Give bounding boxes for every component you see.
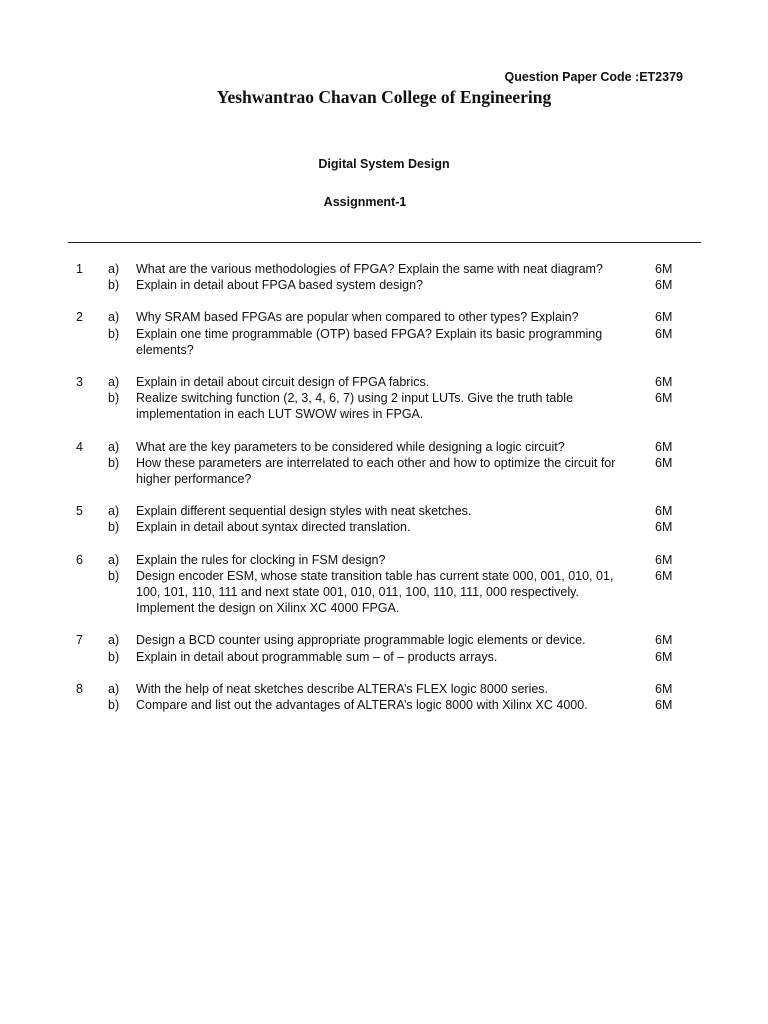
part-text: Explain different sequential design styles with neat sketches. — [136, 504, 472, 519]
question-part — [0, 649, 768, 665]
question-part — [0, 326, 768, 358]
question-part — [0, 439, 768, 455]
question-part — [0, 390, 768, 422]
part-label: a) — [108, 633, 120, 648]
question-part — [0, 277, 768, 293]
part-label: b) — [108, 455, 120, 470]
college-name: Yeshwantrao Chavan College of Engineering — [216, 87, 552, 107]
question-2 — [0, 309, 768, 358]
question-number: 2 — [76, 310, 83, 325]
question-number: 8 — [76, 681, 83, 696]
part-marks: 6M — [655, 455, 673, 470]
question-1 — [0, 261, 768, 293]
subject-title: Digital System Design — [318, 157, 450, 171]
part-text: Why SRAM based FPGAs are popular when compared to other types? Explain? — [136, 310, 579, 325]
part-label: b) — [108, 278, 120, 293]
part-marks: 6M — [655, 520, 673, 535]
part-marks: 6M — [655, 649, 673, 664]
part-text: With the help of neat sketches describe ALTERA’s FLEX logic 8000 series. — [136, 681, 549, 696]
part-marks: 6M — [655, 375, 673, 390]
part-label: a) — [108, 504, 120, 519]
question-part — [0, 374, 768, 390]
question-3 — [0, 374, 768, 423]
part-text: How these parameters are interrelated to each other and how to optimize the circuit for higher performance? — [136, 455, 616, 487]
part-text: Design encoder ESM, whose state transition table has current state 000, 001, 010, 01, 100, 101, 110, 111 and next state 001, 010, 011, 100, 110, 111, 000 respectively. Implement the design on Xilinx XC 4000 FPGA. — [136, 568, 614, 616]
question-6 — [0, 552, 768, 617]
question-part — [0, 455, 768, 487]
question-number: 1 — [76, 262, 83, 276]
question-part — [0, 632, 768, 648]
question-8 — [0, 681, 768, 713]
question-part — [0, 261, 768, 277]
part-text: Explain in detail about FPGA based system design? — [136, 278, 423, 293]
part-text: What are the key parameters to be considered while designing a logic circuit? — [136, 439, 565, 454]
part-marks: 6M — [655, 326, 673, 341]
question-part — [0, 552, 768, 568]
part-text: Explain in detail about syntax directed translation. — [136, 520, 411, 535]
part-marks: 6M — [655, 262, 673, 276]
part-label: a) — [108, 552, 120, 567]
question-4 — [0, 439, 768, 488]
question-part — [0, 503, 768, 519]
part-marks: 6M — [655, 391, 673, 406]
part-label: b) — [108, 520, 120, 535]
question-part — [0, 519, 768, 535]
part-label: a) — [108, 262, 120, 276]
part-marks: 6M — [655, 439, 673, 454]
part-label: b) — [108, 568, 120, 583]
question-part — [0, 681, 768, 697]
part-text: Explain in detail about programmable sum – of – products arrays. — [136, 649, 498, 664]
part-marks: 6M — [655, 552, 673, 567]
part-label: a) — [108, 439, 120, 454]
part-label: b) — [108, 649, 120, 664]
question-number: 7 — [76, 633, 83, 648]
part-label: a) — [108, 681, 120, 696]
part-text: What are the various methodologies of FPGA? Explain the same with neat diagram? — [136, 262, 603, 276]
question-part — [0, 697, 768, 713]
part-marks: 6M — [655, 681, 673, 696]
part-text: Realize switching function (2, 3, 4, 6, 7) using 2 input LUTs. Give the truth table implementation in each LUT SWOW wires in FPGA. — [136, 391, 574, 422]
question-paper-code: Question Paper Code :ET2379 — [504, 70, 683, 84]
header-divider — [68, 242, 701, 243]
question-part — [0, 309, 768, 325]
question-number: 4 — [76, 439, 83, 454]
part-text: Design a BCD counter using appropriate programmable logic elements or device. — [136, 633, 586, 648]
part-marks: 6M — [655, 310, 673, 325]
part-label: b) — [108, 326, 120, 341]
part-marks: 6M — [655, 278, 673, 293]
part-label: b) — [108, 391, 120, 406]
question-part — [0, 568, 768, 617]
part-label: a) — [108, 375, 120, 390]
part-label: a) — [108, 310, 120, 325]
part-marks: 6M — [655, 633, 673, 648]
part-text: Explain the rules for clocking in FSM design? — [136, 552, 386, 567]
part-label: b) — [108, 698, 120, 713]
part-text: Explain in detail about circuit design of FPGA fabrics. — [136, 375, 430, 390]
part-text: Explain one time programmable (OTP) based FPGA? Explain its basic programming elements? — [136, 326, 603, 357]
question-number: 6 — [76, 552, 83, 567]
question-number: 3 — [76, 375, 83, 390]
part-marks: 6M — [655, 504, 673, 519]
question-number: 5 — [76, 504, 83, 519]
part-marks: 6M — [655, 568, 673, 583]
question-5 — [0, 503, 768, 535]
assignment-title: Assignment-1 — [323, 195, 407, 209]
question-list — [0, 261, 768, 729]
question-7 — [0, 632, 768, 664]
part-marks: 6M — [655, 698, 673, 713]
part-text: Compare and list out the advantages of ALTERA’s logic 8000 with Xilinx XC 4000. — [136, 698, 588, 713]
